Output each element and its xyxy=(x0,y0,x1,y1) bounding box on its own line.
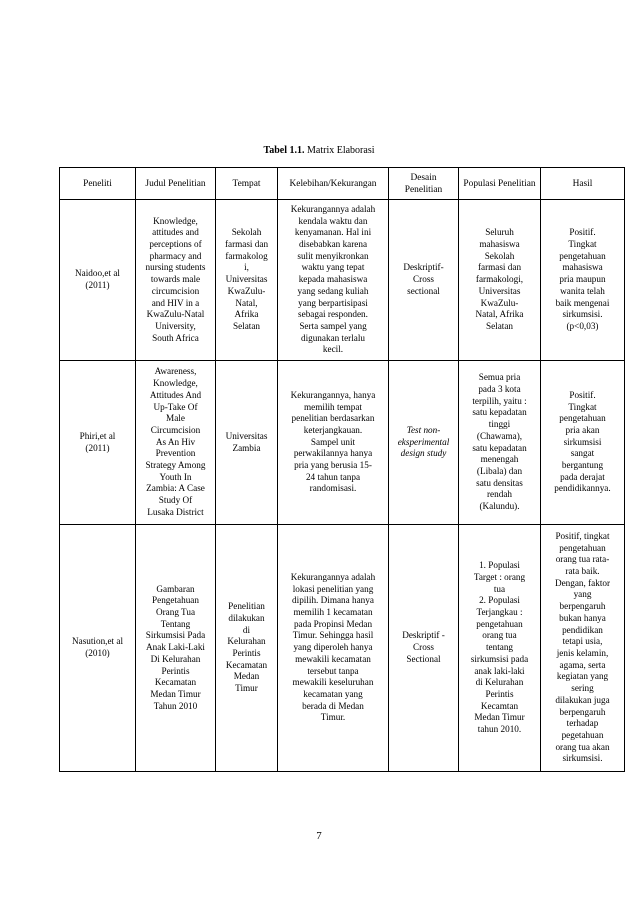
cell-text-line: Naidoo,et al xyxy=(75,268,120,279)
cell-text-line: baik mengenai xyxy=(555,297,610,308)
cell-text-line: kendala waktu dan xyxy=(298,215,368,226)
cell-text-line: pria maupun xyxy=(559,274,606,285)
cell-text-line: Semua pria xyxy=(478,372,521,383)
cell-text-line: Anak Laki-Laki xyxy=(146,642,205,653)
cell-text-line: Youth In xyxy=(159,471,192,482)
cell-text-line: nursing students xyxy=(145,262,206,273)
cell-text-line: sirkumsisi. xyxy=(562,309,603,320)
cell-text-line: (p<0,03) xyxy=(566,320,599,331)
cell-text-line: yang xyxy=(573,589,592,600)
cell-text-line: jenis kelamin, xyxy=(556,648,609,658)
cell-text-line: dipilih. Dimana hanya xyxy=(292,595,374,606)
cell-text-line: Circumcision xyxy=(150,424,201,435)
cell-text-line: yang berpartisipasi xyxy=(298,297,368,308)
cell-text-line: attitudes and xyxy=(152,227,199,238)
cell-text-line: perwakilannya hanya xyxy=(293,448,373,459)
cell-text-line: disebabkan karena xyxy=(298,239,368,250)
cell-text-line: pengetahuan xyxy=(559,250,606,261)
cell-text-line: Dengan, faktor xyxy=(554,577,611,588)
cell-desain xyxy=(389,200,459,361)
cell-text-line: berpengaruh xyxy=(559,601,606,612)
table-row xyxy=(60,525,625,772)
cell-text-line: Medan xyxy=(233,671,260,682)
cell-text-line: Tingkat xyxy=(568,239,597,250)
cell-text-line: kecil. xyxy=(322,344,344,355)
cell-text-line: orang tua rata- xyxy=(555,554,610,565)
cell-text-line: mahasiswa xyxy=(479,239,520,250)
cell-kelebihan-kekurangan xyxy=(278,361,389,525)
cell-text-line: Kekurangannya adalah xyxy=(290,203,376,214)
cell-text-line: perceptions of xyxy=(149,239,202,250)
table-row xyxy=(60,361,625,525)
cell-text-line: circumcision xyxy=(151,285,200,296)
cell-kelebihan-kekurangan xyxy=(278,200,389,361)
cell-text-line: Prevention xyxy=(155,448,196,459)
cell-text-line: Positif. xyxy=(569,227,596,238)
cell-text-line: berada di Medan xyxy=(302,700,364,711)
cell-text-line: (2010) xyxy=(85,648,110,658)
header-populasi-penelitian: Populasi Penelitian xyxy=(459,168,541,200)
cell-text-line: terhadap xyxy=(566,718,599,729)
cell-tempat xyxy=(216,361,278,525)
cell-text-line: sirkumsisi pada xyxy=(470,653,529,664)
header-tempat: Tempat xyxy=(216,168,278,200)
cell-text-line: sulit menyikronkan xyxy=(297,250,369,261)
cell-text-line: pendidikan xyxy=(562,624,603,635)
cell-text-line: Tahun 2010 xyxy=(153,700,198,711)
cell-text-line: mahasiswa xyxy=(562,262,603,273)
cell-text-line: KwaZulu- xyxy=(227,285,266,296)
table-row xyxy=(60,200,625,361)
cell-text-line: di Kelurahan xyxy=(475,677,524,688)
cell-text-line: Universitas xyxy=(225,274,268,285)
header-kelebihan-kekurangan: Kelebihan/Kekurangan xyxy=(278,168,389,200)
cell-text-line: and HIV in a xyxy=(151,297,200,308)
cell-hasil xyxy=(541,361,625,525)
cell-text-line: (2011) xyxy=(85,280,110,290)
cell-text-line: Orang Tua xyxy=(155,607,196,618)
cell-text-line: Timur xyxy=(235,683,258,694)
cell-text-line: University, xyxy=(155,320,196,331)
cell-text-line: Awareness, xyxy=(154,366,197,377)
cell-text-line: farmasi dan xyxy=(224,239,269,250)
cell-text-line: farmakolog xyxy=(225,250,268,261)
cell-text-line: Tentang xyxy=(160,618,191,629)
cell-text-line: Knowledge, xyxy=(153,215,198,226)
cell-judul xyxy=(136,200,216,361)
cell-text-line: Lusaka District xyxy=(147,506,204,517)
cell-text-line: towards male xyxy=(150,274,201,285)
cell-text-line: Kecamatan xyxy=(225,659,268,670)
cell-text-line: Kekurangannya, hanya xyxy=(290,389,376,400)
cell-populasi xyxy=(459,200,541,361)
cell-text-line: kegiatan yang xyxy=(556,671,609,682)
cell-hasil xyxy=(541,525,625,772)
cell-text-line: As An Hiv xyxy=(155,436,196,447)
cell-text-line: Study Of xyxy=(158,495,193,506)
cell-text-line: pria akan xyxy=(565,424,600,435)
cell-text-line: Seluruh xyxy=(485,227,514,238)
cell-text-line: pengetahuan xyxy=(476,618,523,629)
cell-text-line: (2011) xyxy=(85,442,110,453)
cell-text-line: Natal, xyxy=(235,297,258,308)
cell-text-line: Selatan xyxy=(485,320,514,331)
cell-text-line: Timur. Sehingga hasil xyxy=(292,630,374,641)
cell-text-line: sangat xyxy=(570,448,595,459)
cell-text-line: pengetahuan xyxy=(559,413,606,424)
cell-text-line: South Africa xyxy=(152,332,199,343)
cell-text-line: Nasution,et al xyxy=(71,636,124,647)
table-body xyxy=(60,200,625,772)
cell-text-line: pada 3 kota xyxy=(478,383,521,394)
caption-title: Matrix Elaborasi xyxy=(304,145,375,156)
cell-text-line: Universitas xyxy=(225,430,268,441)
cell-text-line: sirkumsisi. xyxy=(562,753,603,764)
cell-text-line: 1. Populasi xyxy=(479,560,520,571)
cell-peneliti xyxy=(60,525,136,772)
cell-judul xyxy=(136,525,216,772)
cell-text-line: yang diperoleh hanya xyxy=(293,642,373,653)
cell-text-line: dilakukan juga xyxy=(555,694,610,705)
cell-text-line: di xyxy=(242,624,251,635)
cell-populasi xyxy=(459,361,541,525)
cell-text-line: Pengetahuan xyxy=(152,595,199,606)
cell-text-line: Attitudes And xyxy=(149,389,202,400)
cell-text-line: pria yang berusia 15- xyxy=(294,460,372,471)
cell-text-line: tetapi usia, xyxy=(562,636,603,647)
cell-text-line: pada Propinsi Medan xyxy=(293,618,373,629)
cell-text-line: tentang xyxy=(485,642,514,653)
cell-text-line: waktu yang tepat xyxy=(301,262,365,273)
cell-text-line: sering xyxy=(571,683,594,694)
cell-text-line: Natal, Afrika xyxy=(475,309,524,320)
cell-text-line: orang tua akan xyxy=(555,741,610,752)
cell-hasil xyxy=(541,200,625,361)
table-caption xyxy=(0,145,638,156)
cell-populasi xyxy=(459,525,541,772)
cell-text-line: agama, serta xyxy=(559,659,606,670)
cell-text-line: Gambaran xyxy=(156,583,195,594)
cell-text-line: lokasi penelitian yang xyxy=(292,583,374,594)
cell-text-line: Selatan xyxy=(232,320,261,331)
cell-text-line: satu kepadatan xyxy=(472,442,527,453)
header-hasil: Hasil xyxy=(541,168,625,200)
cell-text-line: Perintis xyxy=(232,648,261,658)
cell-text-line: sectional xyxy=(407,285,440,296)
cell-text-line: tua xyxy=(493,583,506,594)
cell-text-line: penelitian berdasarkan xyxy=(291,413,375,424)
header-desain-penelitian: Desain Penelitian xyxy=(389,168,459,200)
cell-text-line: rendah xyxy=(487,489,512,500)
cell-text-line: bukan hanya xyxy=(559,612,606,623)
cell-text-line: satu densitas xyxy=(476,477,523,488)
cell-text-line: (Libala) dan xyxy=(476,465,523,476)
cell-text-line: menengah xyxy=(480,454,519,465)
cell-tempat xyxy=(216,200,278,361)
cell-text-line: mewakili kecamatan xyxy=(295,653,371,664)
table-header-row xyxy=(60,168,625,200)
cell-text-line: Positif, tingkat xyxy=(555,530,610,541)
cell-text-line: i, xyxy=(244,262,249,273)
cell-judul xyxy=(136,361,216,525)
cell-text-line: Target : orang xyxy=(473,571,526,582)
cell-text-line: Strategy Among xyxy=(145,460,206,471)
cell-text-line: berpengaruh xyxy=(559,706,606,717)
cell-desain xyxy=(389,361,459,525)
cell-text-line: Up-Take Of xyxy=(153,401,198,412)
cell-text-line: eksperimental xyxy=(397,436,450,447)
cell-text-line: Sekolah xyxy=(484,250,515,261)
cell-text-line: digunakan terlalu xyxy=(300,332,366,343)
cell-text-line: wanita telah xyxy=(560,285,605,296)
cell-text-line: Deskriptif - xyxy=(402,630,445,641)
cell-text-line: Tingkat xyxy=(568,401,597,412)
cell-text-line: Perintis xyxy=(485,688,514,699)
cell-text-line: rata baik. xyxy=(565,566,600,577)
cell-text-line: Serta sampel yang xyxy=(299,320,367,331)
cell-text-line: tersebut tanpa xyxy=(307,665,359,676)
cell-text-line: 2. Populasi xyxy=(479,595,520,606)
cell-text-line: farmakologi, xyxy=(475,274,524,285)
cell-text-line: tahun 2010. xyxy=(477,724,522,735)
cell-text-line: Positif. xyxy=(569,389,596,400)
cell-text-line: Timur. xyxy=(320,712,346,723)
cell-text-line: 24 tahun tanpa xyxy=(305,471,361,482)
cell-text-line: Kecamatan xyxy=(154,677,197,688)
header-peneliti: Peneliti xyxy=(60,168,136,200)
cell-tempat xyxy=(216,525,278,772)
cell-text-line: Kecamtan xyxy=(480,700,519,711)
cell-text-line: Kekurangannya adalah xyxy=(290,571,376,582)
cell-text-line: keterjangkauan. xyxy=(303,424,363,435)
cell-text-line: pharmacy and xyxy=(149,250,202,261)
cell-text-line: Phiri,et al xyxy=(79,430,116,441)
cell-text-line: bergantung xyxy=(561,460,604,471)
cell-text-line: Cross xyxy=(413,274,434,285)
cell-text-line: Sekolah xyxy=(231,227,262,238)
cell-text-line: kenyamanan. Hal ini xyxy=(294,227,372,238)
cell-text-line: farmasi dan xyxy=(477,262,522,273)
cell-text-line: Di Kelurahan xyxy=(150,653,201,664)
cell-peneliti xyxy=(60,200,136,361)
cell-text-line: pengetahuan xyxy=(559,542,606,553)
cell-text-line: Male xyxy=(166,413,185,424)
cell-text-line: dilakukan xyxy=(228,612,265,623)
elaboration-matrix-table xyxy=(59,167,625,772)
cell-text-line: yang sedang kuliah xyxy=(297,285,369,296)
cell-text-line: Kelurahan xyxy=(227,636,266,647)
cell-text-line: memilih 1 kecamatan xyxy=(293,607,373,618)
cell-text-line: Knowledge, xyxy=(153,378,198,389)
cell-text-line: kepada mahasiswa xyxy=(298,274,368,285)
cell-text-line: memilih tempat xyxy=(304,401,362,412)
cell-text-line: tinggi xyxy=(488,419,511,430)
caption-label: Tabel 1.1. xyxy=(263,145,305,156)
cell-text-line: Cross xyxy=(413,642,434,653)
cell-text-line: KwaZulu-Natal xyxy=(146,309,205,320)
cell-text-line: sirkumsisi xyxy=(563,436,602,447)
cell-text-line: Zambia xyxy=(232,442,261,453)
cell-text-line: design study xyxy=(400,448,447,459)
cell-text-line: pendidikannya. xyxy=(554,483,611,494)
cell-text-line: Perintis xyxy=(161,665,190,676)
cell-text-line: randomisasi. xyxy=(309,483,357,494)
cell-text-line: orang tua xyxy=(482,630,517,641)
cell-text-line: Penelitian xyxy=(228,601,265,612)
cell-text-line: Terjangkau : xyxy=(476,607,523,618)
cell-text-line: pada derajat xyxy=(560,471,605,482)
cell-text-line: Test non- xyxy=(406,424,441,435)
cell-text-line: kecamatan yang xyxy=(303,688,363,699)
cell-text-line: Deskriptif- xyxy=(403,262,444,273)
cell-text-line: Medan Timur xyxy=(474,712,525,723)
cell-text-line: sebagai responden. xyxy=(298,309,368,320)
cell-text-line: satu kepadatan xyxy=(472,407,527,418)
cell-text-line: Zambia: A Case xyxy=(146,483,205,494)
header-judul-penelitian: Judul Penelitian xyxy=(136,168,216,200)
cell-text-line: terpilih, yaitu : xyxy=(472,395,527,406)
cell-text-line: (Kalundu). xyxy=(479,501,520,512)
cell-peneliti xyxy=(60,361,136,525)
cell-text-line: Medan Timur xyxy=(150,688,201,699)
cell-text-line: Afrika xyxy=(234,309,259,320)
cell-text-line: Sirkumsisi Pada xyxy=(145,630,206,641)
cell-text-line: Universitas xyxy=(478,285,521,296)
cell-text-line: anak laki-laki xyxy=(474,665,525,676)
cell-text-line: mewakili keseluruhan xyxy=(292,677,374,688)
cell-text-line: Sectional xyxy=(406,653,441,664)
cell-kelebihan-kekurangan xyxy=(278,525,389,772)
cell-desain xyxy=(389,525,459,772)
cell-text-line: Sampel unit xyxy=(310,436,356,447)
cell-text-line: (Chawama), xyxy=(476,430,523,441)
cell-text-line: KwaZulu- xyxy=(480,297,519,308)
page-number: 7 xyxy=(316,830,322,842)
cell-text-line: pegetahuan xyxy=(561,729,604,740)
